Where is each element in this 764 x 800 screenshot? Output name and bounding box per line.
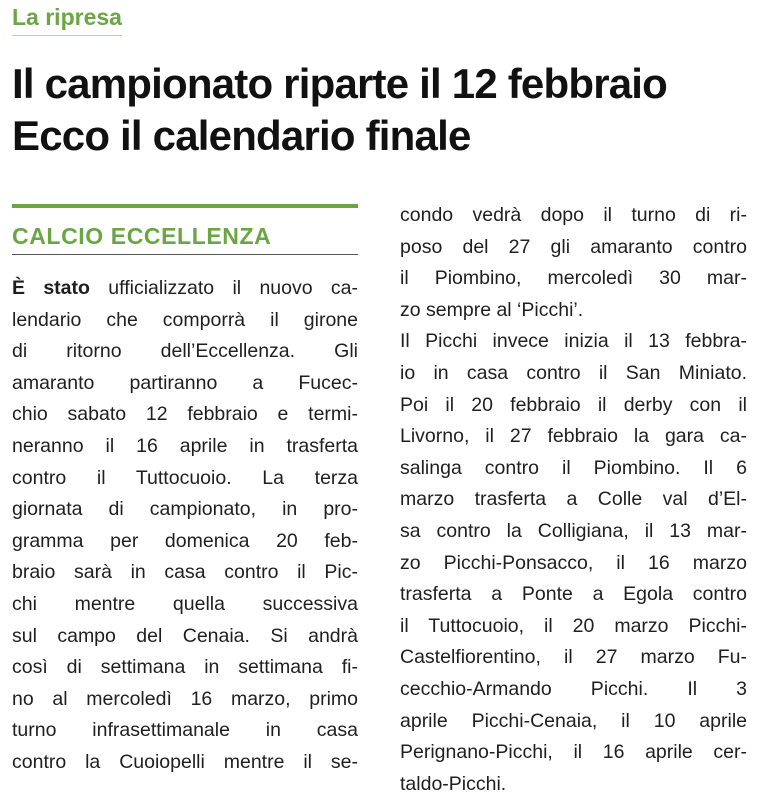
- body-line: poso del 27 gli amaranto contro: [400, 235, 747, 258]
- body-line: lendario che comporrà il girone: [12, 308, 358, 331]
- body-line: zo sempre al ‘Picchi’.: [400, 298, 584, 321]
- lead-in: È stato: [12, 277, 90, 299]
- body-line: neranno il 16 aprile in trasferta: [12, 434, 358, 457]
- body-line: sa contro la Colligiana, il 13 mar-: [400, 519, 747, 542]
- body-line: cecchio-Armando Picchi. Il 3: [400, 677, 747, 700]
- body-line: contro la Cuoiopelli mentre il se-: [12, 750, 358, 773]
- body-line: condo vedrà dopo il turno di ri-: [400, 204, 747, 226]
- body-line: turno infrasettimanale in casa: [12, 719, 358, 742]
- body-line: zo Picchi-Ponsacco, il 16 marzo: [400, 551, 747, 574]
- body-line: braio sarà in casa contro il Pic-: [12, 561, 358, 584]
- headline-line-2: Ecco il calendario finale: [12, 112, 471, 159]
- body-line: chi mentre quella successiva: [12, 592, 358, 615]
- body-line: Poi il 20 febbraio il derby con il: [400, 393, 747, 416]
- kicker-label: La ripresa: [12, 4, 122, 36]
- body-line: Livorno, il 27 febbraio la gara ca-: [400, 425, 747, 448]
- body-line: Castelfiorentino, il 27 marzo Fu-: [400, 646, 747, 669]
- body-line: no al mercoledì 16 marzo, primo: [12, 687, 358, 710]
- body-line: amaranto partiranno a Fucec-: [12, 371, 358, 394]
- section-rule-bottom: [12, 254, 358, 255]
- body-line: [12, 273, 358, 305]
- body-line: sul campo del Cenaia. Si andrà: [12, 624, 358, 647]
- body-line: trasferta a Ponte a Egola contro: [400, 583, 747, 606]
- body-line: taldo-Picchi.: [400, 772, 507, 795]
- body-line: Perignano-Picchi, il 16 aprile cer-: [400, 741, 747, 764]
- headline-line-1: Il campionato riparte il 12 febbraio: [12, 60, 668, 107]
- body-line: io in casa contro il San Miniato.: [400, 361, 747, 384]
- article-column-left: [12, 204, 358, 779]
- article-body-right: [400, 200, 747, 800]
- body-line: così di settimana in settimana fi-: [12, 656, 358, 679]
- section-label: CALCIO ECCELLENZA: [12, 223, 272, 249]
- section-rule-top: [12, 204, 358, 208]
- body-line: il Piombino, mercoledì 30 mar-: [400, 267, 747, 290]
- body-line: Il Picchi invece inizia il 13 febbra-: [400, 330, 747, 353]
- body-line: contro il Tuttocuoio. La terza: [12, 466, 358, 489]
- body-line: gramma per domenica 20 feb-: [12, 529, 358, 552]
- body-line: di ritorno dell’Eccellenza. Gli: [12, 340, 358, 363]
- headline: [12, 58, 757, 162]
- body-line: salinga contro il Piombino. Il 6: [400, 456, 747, 479]
- body-line: marzo trasferta a Colle val d’El-: [400, 488, 747, 511]
- body-line: aprile Picchi-Cenaia, il 10 aprile: [400, 709, 747, 732]
- article-body-left: [12, 273, 358, 779]
- article-column-right: [400, 200, 747, 800]
- body-line-text: ufficializzato il nuovo ca-: [108, 277, 359, 299]
- body-line: chio sabato 12 febbraio e termi-: [12, 403, 358, 426]
- body-line: il Tuttocuoio, il 20 marzo Picchi-: [400, 614, 747, 637]
- body-line: giornata di campionato, in pro-: [12, 498, 358, 521]
